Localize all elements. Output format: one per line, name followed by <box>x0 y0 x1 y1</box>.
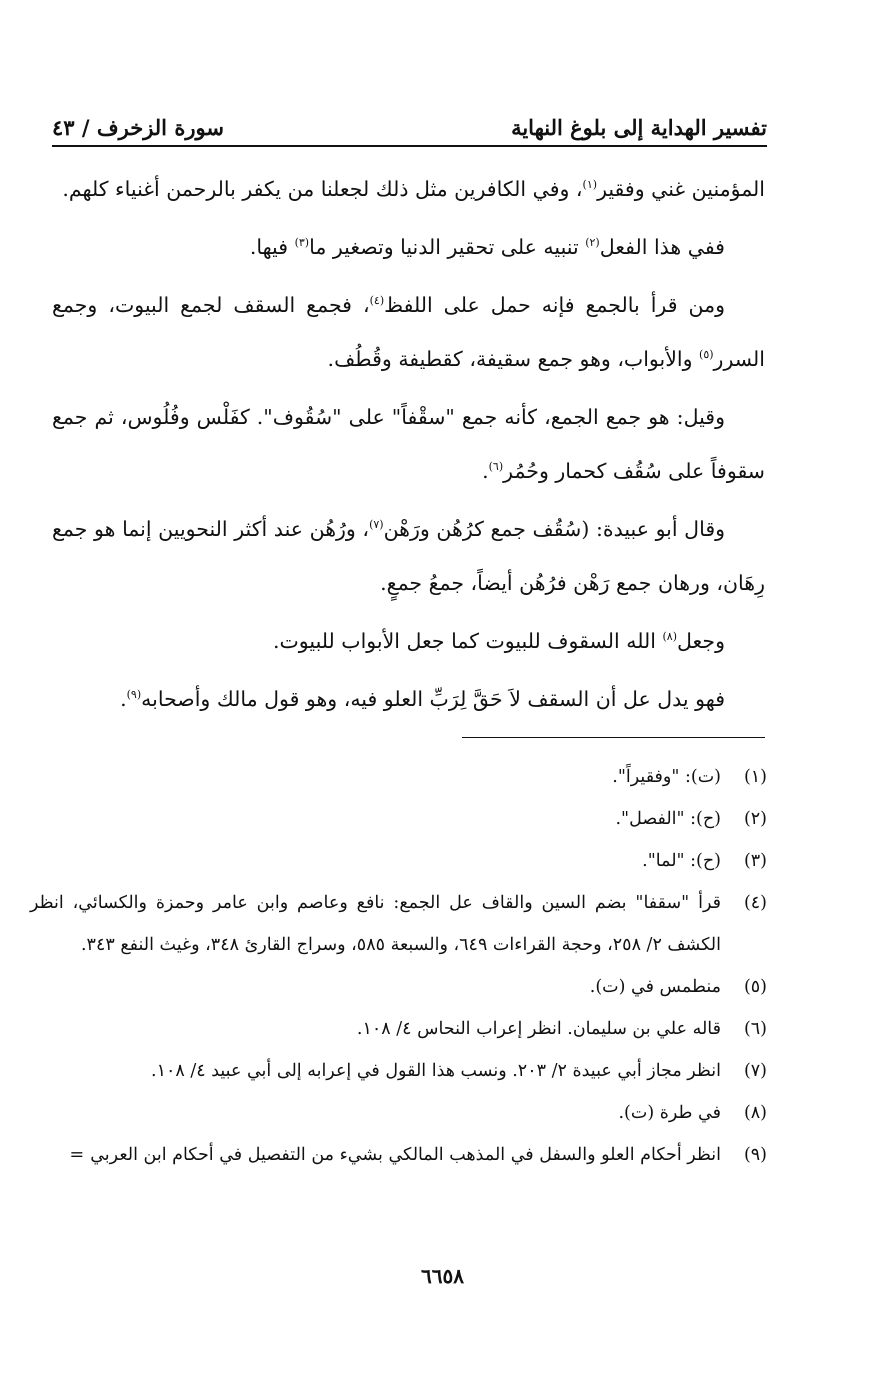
footnote-text <box>30 840 721 882</box>
footnote-ref: (٤) <box>369 294 385 308</box>
footnote-item <box>30 756 767 798</box>
footnote-item <box>30 798 767 840</box>
footnote-number: (٣) <box>743 851 767 871</box>
footnote-number: (٧) <box>743 1061 767 1081</box>
paragraph-text: . <box>120 687 127 711</box>
footnote-item <box>30 882 767 966</box>
footnote-ref: (٥) <box>699 348 714 362</box>
paragraph-text: وقال أبو عبيدة: (سُقُف جمع كرُهُن ورَهْن <box>383 517 726 541</box>
main-text <box>52 162 765 726</box>
paragraph-text: والأبواب، وهو جمع سقيفة، كقطيفة وقُطُف. <box>327 347 700 371</box>
footnote-text <box>30 1008 721 1050</box>
continuation-mark: = <box>69 1145 85 1165</box>
paragraph <box>52 614 765 668</box>
footnote-body: منطمس في (ت). <box>589 977 721 997</box>
paragraph-text: وقيل: هو جمع الجمع، كأنه جمع "سقْفاً" على "سُقُوف". كفَلْس وفُلُوس، ثم جمع سقوفاً على سُقُف كحمار وحُمُر <box>52 405 765 483</box>
footnote-number: (٢) <box>743 809 767 829</box>
paragraph <box>52 390 765 498</box>
footnote-item <box>30 840 767 882</box>
footnote-item <box>30 966 767 1008</box>
footnotes <box>30 756 767 1176</box>
footnote-ref: (٣) <box>294 236 310 250</box>
paragraph <box>52 502 765 610</box>
page-number: ٦٦٥٨ <box>421 1264 464 1288</box>
footnote-body: (ح): "لما". <box>642 851 721 871</box>
surah-title: سورة الزخرف / ٤٣ <box>52 115 224 140</box>
footnote-number: (١) <box>743 767 767 787</box>
footnote-ref: (٧) <box>369 518 384 532</box>
footnote-item <box>30 1134 767 1176</box>
footnote-text <box>30 756 721 798</box>
paragraph-text: ، وفي الكافرين مثل ذلك لجعلنا من يكفر بالرحمن أغنياء كلهم. <box>62 177 583 201</box>
footnote-number: (٥) <box>743 977 767 997</box>
paragraph-text: ، ورُهُن عند أكثر النحويين إنما هو جمع رِهَان، ورهان جمع رَهْن فرُهُن أيضاً، جمعُ جمعٍ. <box>52 517 765 595</box>
footnote-body: قاله علي بن سليمان. انظر إعراب النحاس ٤/ ١٠٨. <box>356 1019 721 1039</box>
footnote-ref: (٩) <box>126 688 142 702</box>
footnote-number: (٦) <box>743 1019 767 1039</box>
paragraph <box>52 672 765 726</box>
paragraph <box>52 220 765 274</box>
footnote-body: انظر مجاز أبي عبيدة ٢/ ٢٠٣. ونسب هذا القول في إعرابه إلى أبي عبيد ٤/ ١٠٨. <box>151 1061 721 1081</box>
paragraph-text: فيها. <box>249 235 295 259</box>
footnote-text <box>30 1050 721 1092</box>
footnote-ref: (١) <box>582 178 598 192</box>
footnote-text <box>30 1092 721 1134</box>
book-title: تفسير الهداية إلى بلوغ النهاية <box>511 115 767 140</box>
paragraph-text: فهو يدل عل أن السقف لاَ حَقَّ لِرَبِّ العلو فيه، وهو قول مالك وأصحابه <box>141 687 725 711</box>
footnote-number: (٤) <box>743 893 767 913</box>
paragraph-text: ، فجمع السقف لجمع البيوت، وجمع السرر <box>52 293 765 371</box>
footnote-body: قرأ "سقفا" بضم السين والقاف عل الجمع: نافع وعاصم وابن عامر وحمزة والكسائي، انظر الكشف ٢/ ٢٥٨، وحجة القراءات ٦٤٩، والسبعة ٥٨٥، وسراج القارئ ٣٤٨، وغيث النفع ٣٤٣. <box>30 893 721 955</box>
footnote-text <box>30 882 721 966</box>
footnote-body: انظر أحكام العلو والسفل في المذهب المالكي بشيء من التفصيل في أحكام ابن العربي <box>90 1145 721 1165</box>
paragraph <box>52 278 765 386</box>
footnote-text <box>30 1134 721 1176</box>
footnote-ref: (٢) <box>585 236 600 250</box>
footnote-separator <box>462 737 765 738</box>
paragraph <box>52 162 765 216</box>
footnote-body: (ت): "وفقيراً". <box>612 767 721 787</box>
footnote-ref: (٨) <box>662 630 677 644</box>
footnote-number: (٨) <box>743 1103 767 1123</box>
paragraph-text: الله السقوف للبيوت كما جعل الأبواب للبيوت. <box>272 629 663 653</box>
paragraph-text: ففي هذا الفعل <box>599 235 725 259</box>
paragraph-text: المؤمنين غني وفقير <box>597 177 765 201</box>
paragraph-text: ومن قرأ بالجمع فإنه حمل على اللفظ <box>384 293 725 317</box>
footnote-text <box>30 966 721 1008</box>
paragraph-text: تنبيه على تحقير الدنيا وتصغير ما <box>309 235 586 259</box>
running-header <box>52 100 767 140</box>
footnote-item <box>30 1008 767 1050</box>
paragraph-text: وجعل <box>677 629 725 653</box>
footnote-item <box>30 1092 767 1134</box>
footnote-ref: (٦) <box>488 460 504 474</box>
footnote-number: (٩) <box>743 1145 767 1165</box>
footnote-text <box>30 798 721 840</box>
footnote-item <box>30 1050 767 1092</box>
paragraph-text: . <box>482 459 489 483</box>
footnote-body: (ح): "الفصل". <box>615 809 721 829</box>
header-rule <box>52 145 767 147</box>
footnote-body: في طرة (ت). <box>618 1103 721 1123</box>
